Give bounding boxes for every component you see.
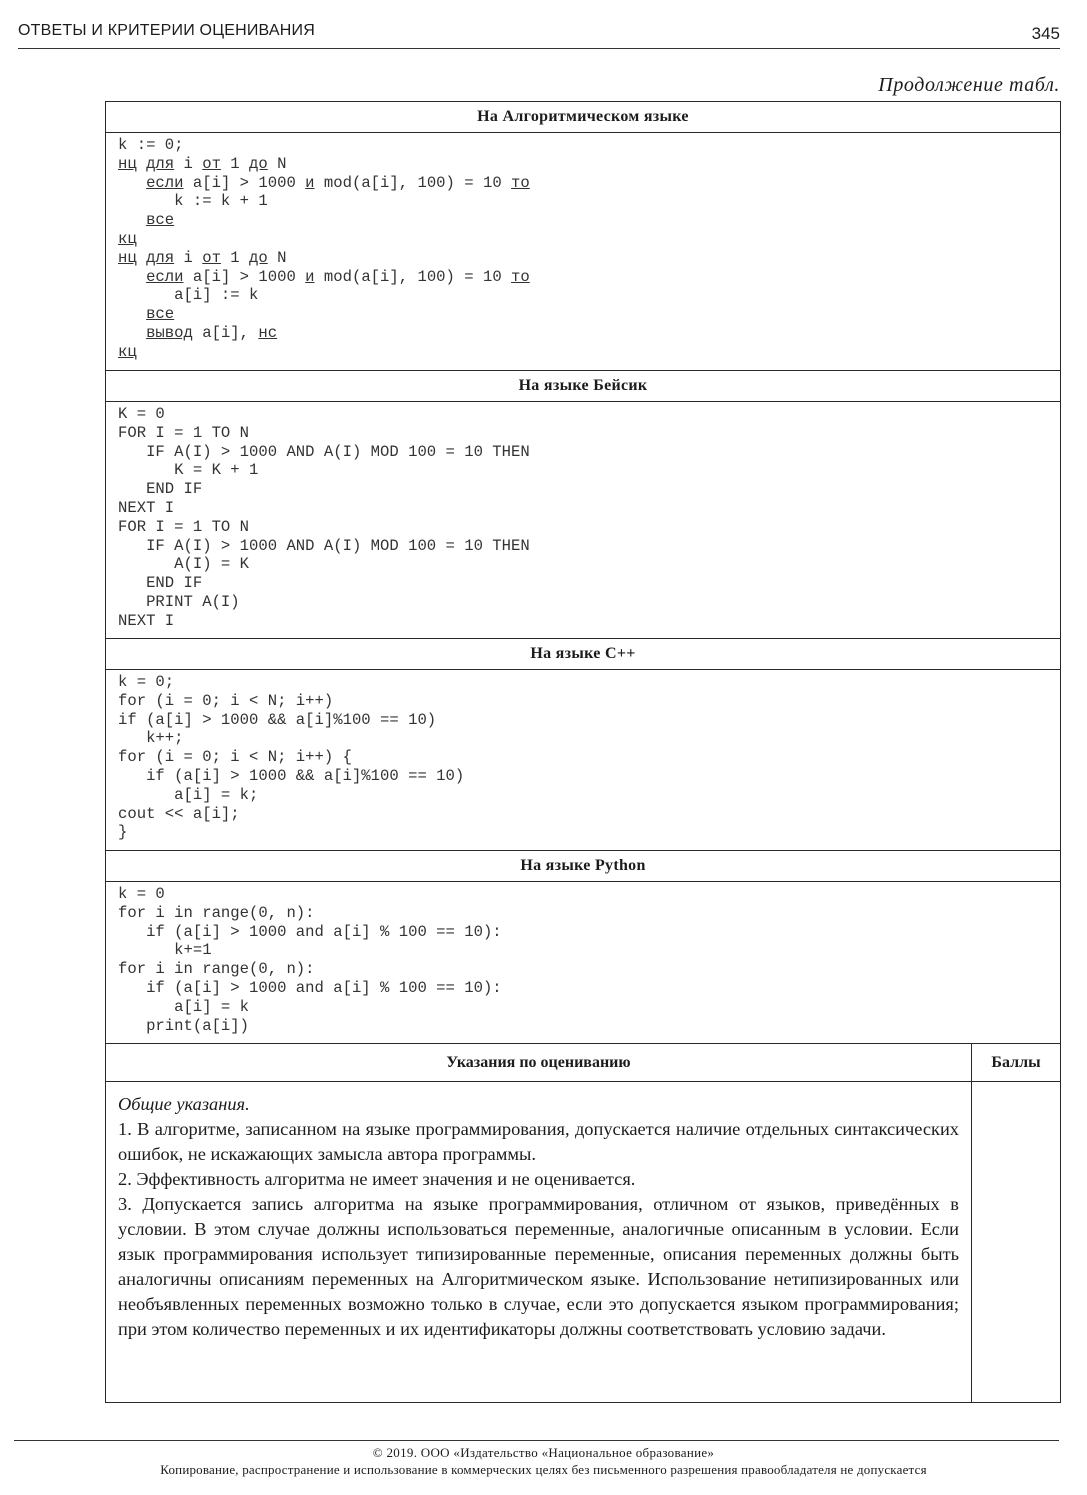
code-text: a[i] := k (118, 286, 259, 305)
table-continuation-label: Продолжение табл. (878, 74, 1060, 96)
code-text: IF A(I) > 1000 AND A(I) MOD 100 = 10 THEN (118, 442, 530, 461)
code-text: a[i] = k (118, 997, 250, 1016)
code-text: a[i] > 1000 (183, 173, 306, 192)
code-text: FOR I = 1 TO N (118, 423, 250, 442)
code-line (118, 555, 1060, 574)
code-line (118, 612, 1060, 631)
running-head (18, 22, 1060, 49)
code-text: END IF (118, 480, 203, 499)
code-keyword: кц (118, 342, 137, 361)
code-text: mod(a[i], 100) = 10 (314, 267, 512, 286)
code-line (118, 461, 1060, 480)
code-text (118, 211, 146, 229)
code-line (118, 155, 1060, 174)
code-block (118, 673, 1060, 842)
code-line (118, 192, 1060, 211)
code-line (118, 979, 1060, 998)
code-text: IF A(I) > 1000 AND A(I) MOD 100 = 10 THEN (118, 536, 530, 555)
code-keyword: для (146, 248, 175, 267)
code-keyword: все (146, 211, 175, 230)
code-line (118, 692, 1060, 711)
code-line (118, 941, 1060, 960)
code-text: print(a[i]) (118, 1016, 250, 1035)
code-text: k = 0 (118, 885, 165, 903)
code-line (118, 211, 1060, 230)
code-text: END IF (118, 574, 203, 593)
code-text: for i in range(0, n): (118, 903, 315, 922)
code-line (118, 748, 1060, 767)
code-keyword: и (305, 173, 315, 192)
code-line (118, 305, 1060, 324)
code-text (118, 174, 146, 192)
code-text: N (267, 154, 287, 173)
instruction-item-3: 3. Допускается запись алгоритма на языке программирования, отличном от языков, приведённых в условии. В этом случае должны использоваться переменные, аналогичные описанным в условии. Если язык программирования использует типизированные переменные, описания переменных должны быть аналогичны описаниям переменных на Алгоритмическом языке. Использование нетипизированных или необъявленных переменных возможно только в случае, если это допускается языком программирования; при этом количество переменных и их идентификаторы должны соответствовать условию задачи. (118, 1194, 959, 1339)
answer-table (105, 101, 1061, 1403)
code-keyword: все (146, 305, 175, 324)
code-keyword: нс (258, 323, 278, 342)
code-line (118, 324, 1060, 343)
code-text (118, 305, 146, 323)
code-text: 1 (220, 248, 250, 267)
code-line (118, 443, 1060, 462)
code-keyword: для (146, 154, 175, 173)
general-instructions-title: Общие указания. (118, 1094, 250, 1114)
code-keyword: нц (118, 154, 137, 173)
code-text: mod(a[i], 100) = 10 (314, 173, 512, 192)
code-text (137, 249, 146, 267)
cpp-language-heading: На языке С++ (106, 639, 1061, 670)
python-code-cell (106, 882, 1061, 1044)
code-text: a[i] = k; (118, 785, 259, 804)
code-line (118, 249, 1060, 268)
page-number: 345 (1031, 24, 1060, 43)
code-text (137, 155, 146, 173)
code-text (118, 268, 146, 286)
algorithmic-code-cell (106, 133, 1061, 371)
code-keyword: от (202, 154, 221, 173)
code-line (118, 998, 1060, 1017)
code-line (118, 960, 1060, 979)
code-text: a[i], (192, 323, 259, 342)
code-line (118, 823, 1060, 842)
code-text: if (a[i] > 1000 && a[i]%100 == 10) (118, 710, 437, 729)
code-text: cout << a[i]; (118, 804, 240, 823)
code-text: 1 (220, 154, 250, 173)
code-text: PRINT A(I) (118, 592, 240, 611)
code-keyword: то (511, 267, 530, 286)
basic-code-cell (106, 402, 1061, 639)
code-line (118, 593, 1060, 612)
code-line (118, 174, 1060, 193)
code-text: a[i] > 1000 (183, 267, 306, 286)
code-text: for i in range(0, n): (118, 960, 315, 979)
code-text: k := k + 1 (118, 192, 268, 211)
basic-language-heading: На языке Бейсик (106, 371, 1061, 402)
code-keyword: до (249, 248, 268, 267)
code-line (118, 786, 1060, 805)
code-keyword: кц (118, 229, 137, 248)
code-text: N (267, 248, 287, 267)
footer-notice: Копирование, распространение и использование в коммерческих целях без письменного разрешения правообладателя не допускается (160, 1462, 927, 1477)
code-text: NEXT I (118, 498, 175, 517)
code-text: K = 0 (118, 405, 165, 423)
section-title: ОТВЕТЫ И КРИТЕРИИ ОЦЕНИВАНИЯ (18, 22, 315, 39)
code-text: if (a[i] > 1000 && a[i]%100 == 10) (118, 766, 465, 785)
code-keyword: вывод (146, 323, 193, 342)
footer-copyright: © 2019. ООО «Издательство «Национальное образование» (372, 1445, 715, 1460)
code-line (118, 499, 1060, 518)
code-line (118, 230, 1060, 249)
code-line (118, 729, 1060, 748)
code-text: i (174, 154, 203, 173)
code-text: K = K + 1 (118, 461, 259, 480)
grading-instructions-heading: Указания по оцениванию (106, 1044, 972, 1082)
code-text: k := 0; (118, 136, 184, 154)
code-line (118, 286, 1060, 305)
code-keyword: если (146, 267, 184, 286)
code-line (118, 537, 1060, 556)
code-line (118, 518, 1060, 537)
code-block (118, 885, 1060, 1035)
code-line (118, 673, 1060, 692)
code-text: FOR I = 1 TO N (118, 517, 250, 536)
points-heading: Баллы (972, 1044, 1061, 1082)
code-line (118, 268, 1060, 287)
instruction-item-2: 2. Эффективность алгоритма не имеет значения и не оценивается. (118, 1169, 636, 1189)
code-line (118, 405, 1060, 424)
code-line (118, 480, 1060, 499)
code-line (118, 574, 1060, 593)
code-block (118, 136, 1060, 362)
code-text: } (118, 823, 128, 842)
code-line (118, 904, 1060, 923)
code-text: k = 0; (118, 673, 175, 691)
code-text: A(I) = K (118, 555, 250, 574)
code-line (118, 767, 1060, 786)
code-keyword: нц (118, 248, 137, 267)
code-text (118, 324, 146, 342)
cpp-code-cell (106, 670, 1061, 851)
code-line (118, 136, 1060, 155)
code-line (118, 343, 1060, 362)
code-text: if (a[i] > 1000 and a[i] % 100 == 10): (118, 922, 502, 941)
code-line (118, 923, 1060, 942)
code-text: i (174, 248, 203, 267)
code-line (118, 805, 1060, 824)
grading-instructions-body (106, 1082, 972, 1403)
algorithmic-language-heading: На Алгоритмическом языке (106, 102, 1061, 133)
code-keyword: то (511, 173, 530, 192)
code-line (118, 885, 1060, 904)
footer-divider (14, 1440, 1059, 1441)
code-keyword: и (305, 267, 315, 286)
code-text: if (a[i] > 1000 and a[i] % 100 == 10): (118, 978, 502, 997)
code-keyword: от (202, 248, 221, 267)
code-text: k++; (118, 729, 184, 748)
instruction-item-1: 1. В алгоритме, записанном на языке программирования, допускается наличие отдельных синтаксических ошибок, не искажающих замысла автора программы. (118, 1119, 959, 1164)
code-text: for (i = 0; i < N; i++) { (118, 748, 352, 767)
code-line (118, 711, 1060, 730)
python-language-heading: На языке Python (106, 851, 1061, 882)
code-keyword: до (249, 154, 268, 173)
code-text: k+=1 (118, 941, 212, 960)
code-line (118, 1017, 1060, 1036)
code-text: for (i = 0; i < N; i++) (118, 691, 334, 710)
code-block (118, 405, 1060, 631)
code-keyword: если (146, 173, 184, 192)
points-cell (972, 1082, 1061, 1403)
code-text: NEXT I (118, 611, 175, 630)
code-line (118, 424, 1060, 443)
